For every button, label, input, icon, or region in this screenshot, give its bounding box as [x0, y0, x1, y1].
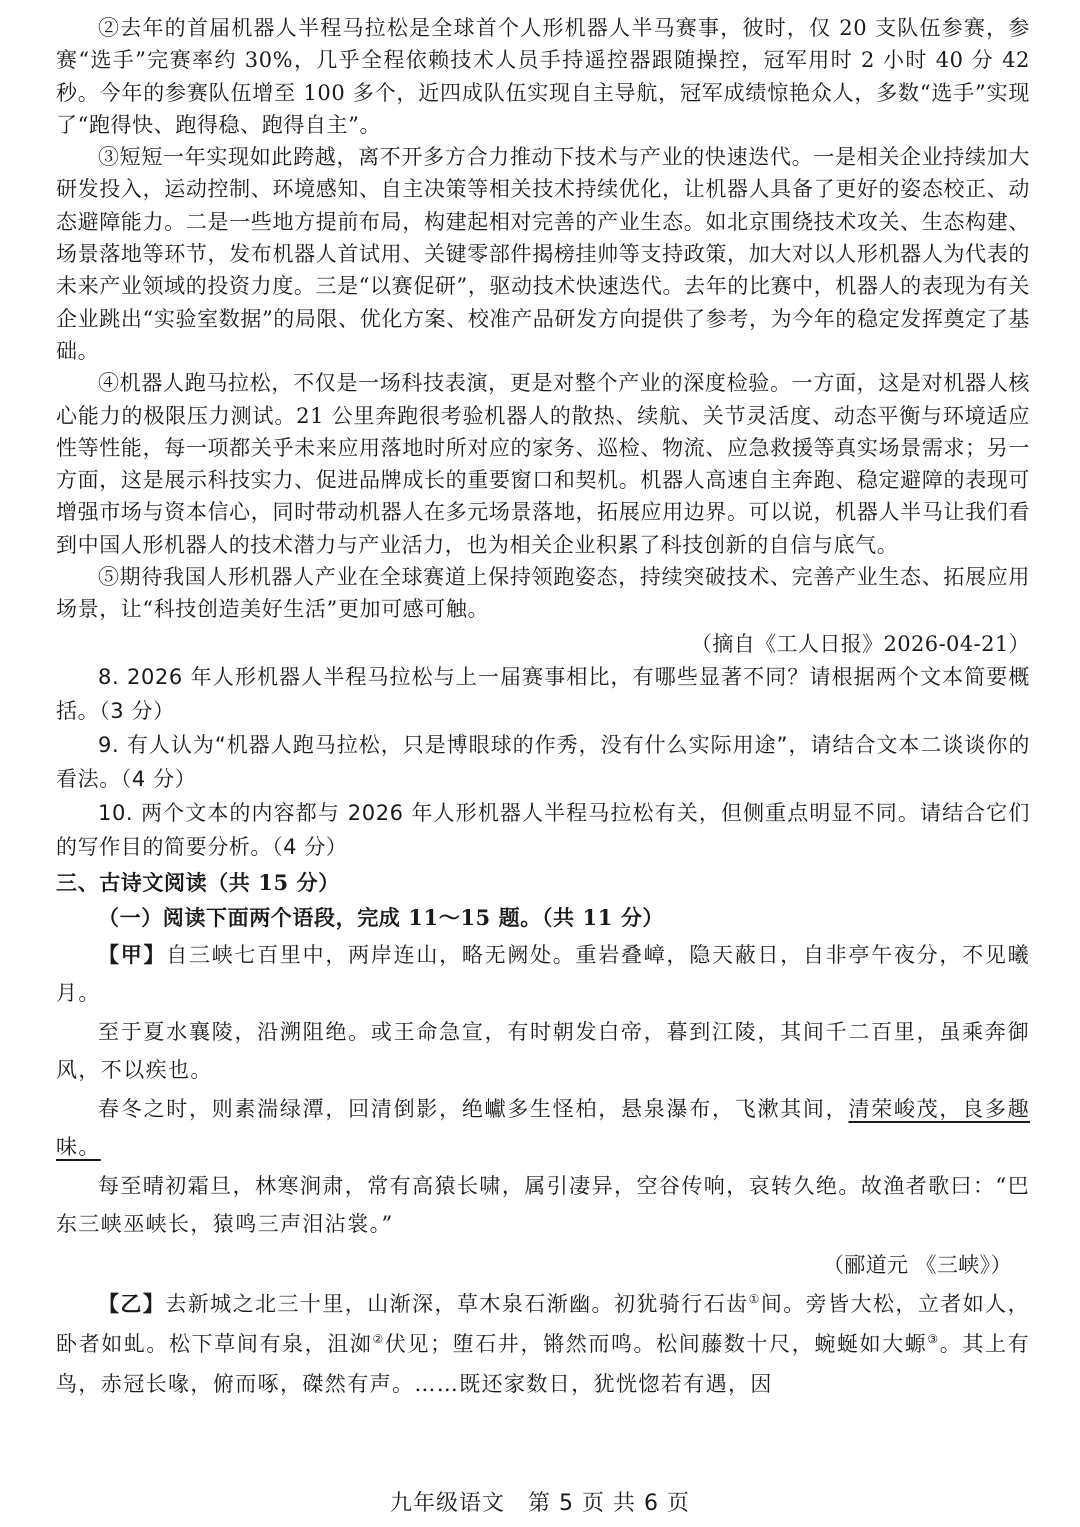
yi-text-4: 。其上有鸟，赤冠长喙，俯而啄，磔然有声。……既还家数日，犹恍惚若有遇，因: [56, 1331, 1030, 1396]
text-two-source: （摘自《工人日报》2026-04-21）: [690, 631, 1030, 656]
jia-underlined-text: 清荣峻茂，良多趣味。: [56, 1096, 1030, 1160]
jia-text-3: 春冬之时，则素湍绿潭，回清倒影，绝巘多生怪柏，悬泉瀑布，飞漱其间，: [98, 1096, 849, 1121]
yi-paragraph: [56, 1284, 1030, 1404]
yi-text-2: 间。旁皆大松，立者如人，卧者如虬。松下草间有泉，沮洳: [56, 1291, 1030, 1356]
page-footer: 九年级语文 第 5 页 共 6 页: [390, 1491, 690, 1516]
text-two-paragraph-4: ④机器人跑马拉松，不仅是一场科技表演，更是对整个产业的深度检验。一方面，这是对机器人核心能力的极限压力测试。21 公里奔跑很考验机器人的散热、续航、关节灵活度、动态平衡与环境适应性等性能，每一项都关乎未来应用落地时所对应的家务、巡检、物流、应急救援等真实场景需求；另一方面，这是展示科技实力、促进品牌成长的重要窗口和契机。机器人高速自主奔跑、稳定避障的表现可增强市场与资本信心，同时带动机器人在多元场景落地，拓展应用边界。可以说，机器人半马让我们看到中国人形机器人的技术潜力与产业活力，也为相关企业积累了科技创新的自信与底气。: [56, 371, 1030, 557]
jia-paragraph-1: [56, 936, 1030, 1013]
jia-paragraph-2: 至于夏水襄陵，沿溯阻绝。或王命急宣，有时朝发白帝，暮到江陵，其间千二百里，虽乘奔御风，不以疾也。: [56, 1019, 1030, 1083]
jia-paragraph-3: [56, 1090, 1030, 1167]
section-three-title: 三、古诗文阅读（共 15 分）: [56, 869, 340, 895]
exam-page: [56, 12, 1030, 1404]
jia-source: （郦道元 《三峡》）: [822, 1252, 1012, 1277]
question-10: 10. 两个文本的内容都与 2026 年人形机器人半程马拉松有关，但侧重点明显不同。请结合它们的写作目的简要分析。（4 分）: [56, 800, 1030, 859]
question-9: 9. 有人认为“机器人跑马拉松，只是博眼球的作秀，没有什么实际用途”，请结合文本二谈谈你的看法。（4 分）: [56, 732, 1030, 791]
jia-text-1: 自三峡七百里中，两岸连山，略无阙处。重岩叠嶂，隐天蔽日，自非亭午夜分，不见曦月。: [56, 942, 1031, 1006]
yi-text-3: 伏见；堕石井，锵然而鸣。松间藤数十尺，蜿蜒如大螈: [384, 1331, 928, 1356]
jia-paragraph-4: 每至晴初霜旦，林寒涧肃，常有高猿长啸，属引凄异，空谷传响，哀转久绝。故渔者歌曰：“巴东三峡巫峡长，猿鸣三声泪沾裳。”: [56, 1173, 1030, 1237]
footnote-3-marker: ③: [927, 1331, 940, 1346]
section-three-subtitle: （一）阅读下面两个语段，完成 11～15 题。（共 11 分）: [98, 904, 665, 930]
text-two-paragraph-5: ⑤期待我国人形机器人产业在全球赛道上保持领跑姿态，持续突破技术、完善产业生态、拓展应用场景，让“科技创造美好生活”更加可感可触。: [56, 565, 1030, 622]
yi-label: 【乙】: [98, 1290, 166, 1316]
question-8: 8. 2026 年人形机器人半程马拉松与上一届赛事相比，有哪些显著不同？请根据两个文本简要概括。（3 分）: [56, 664, 1030, 723]
text-two-paragraph-2: ②去年的首届机器人半程马拉松是全球首个人形机器人半马赛事，彼时，仅 20 支队伍参赛，参赛“选手”完赛率约 30%，几乎全程依赖技术人员手持遥控器跟随操控，冠军用时 2 小时 40 分 42 秒。今年的参赛队伍增至 100 多个，近四成队伍实现自主导航，冠军成绩惊艳众人，多数“选手”实现了“跑得快、跑得稳、跑得自主”。: [56, 16, 1030, 137]
footnote-2-marker: ②: [372, 1331, 385, 1346]
jia-label: 【甲】: [98, 941, 167, 967]
text-two-paragraph-3: ③短短一年实现如此跨越，离不开多方合力推动下技术与产业的快速迭代。一是相关企业持续加大研发投入，运动控制、环境感知、自主决策等相关技术持续优化，让机器人具备了更好的姿态校正、动态避障能力。二是一些地方提前布局，构建起相对完善的产业生态。如北京围绕技术攻关、生态构建、场景落地等环节，发布机器人首试用、关键零部件揭榜挂帅等支持政策，加大对以人形机器人为代表的未来产业领域的投资力度。三是“以赛促研”，驱动技术快速迭代。去年的比赛中，机器人的表现为有关企业跳出“实验室数据”的局限、优化方案、校准产品研发方向提供了参考，为今年的稳定发挥奠定了基础。: [56, 145, 1030, 363]
footnote-1-marker: ①: [748, 1291, 761, 1306]
yi-text-1: 去新城之北三十里，山渐深，草木泉石渐幽。初犹骑行石齿: [165, 1291, 749, 1316]
